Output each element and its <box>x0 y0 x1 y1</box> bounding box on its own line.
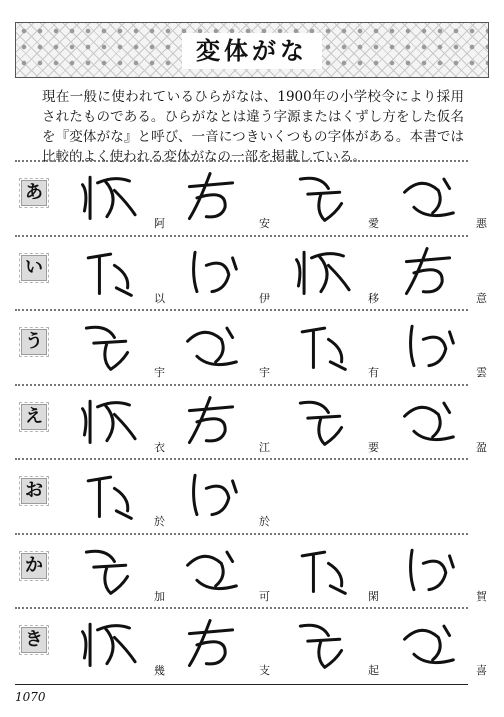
cursive-glyph-image <box>393 166 463 226</box>
variant-cell <box>385 311 493 383</box>
variant-cell <box>277 311 385 383</box>
variant-cell <box>277 162 385 234</box>
source-kanji-label: 阿 <box>154 217 165 230</box>
page-number: 1070 <box>15 690 46 704</box>
cursive-glyph-image <box>176 539 246 599</box>
variant-cell <box>168 609 276 681</box>
cursive-glyph-image <box>285 241 355 301</box>
page-title: 変体がな <box>182 33 322 69</box>
variant-cell <box>277 237 385 309</box>
cursive-glyph-image <box>176 464 246 524</box>
kana-row <box>15 235 487 309</box>
kana-label: か <box>21 553 47 579</box>
source-kanji-label: 衣 <box>154 440 165 454</box>
cursive-glyph-image <box>393 315 463 375</box>
source-kanji-label: 意 <box>476 291 487 305</box>
source-kanji-label: 喜 <box>476 664 487 677</box>
variant-cell <box>63 162 171 234</box>
cursive-glyph-image <box>176 315 246 375</box>
variant-cell <box>277 386 385 458</box>
source-kanji-label: 盈 <box>476 440 487 454</box>
cursive-glyph-image <box>285 539 355 599</box>
cursive-glyph-image <box>285 166 355 226</box>
cursive-glyph-image <box>176 166 246 226</box>
source-kanji-label: 以 <box>154 291 165 305</box>
variant-cell <box>168 535 276 607</box>
variant-cell <box>168 311 276 383</box>
source-kanji-label: 移 <box>368 291 379 305</box>
kana-row <box>15 309 487 383</box>
cursive-glyph-image <box>176 241 246 301</box>
kana-label: い <box>21 255 47 281</box>
source-kanji-label: 有 <box>368 366 379 379</box>
variant-cell <box>385 237 493 309</box>
variant-cell <box>63 535 171 607</box>
footer-rule <box>15 684 468 685</box>
kana-row <box>15 160 487 234</box>
cursive-glyph-image <box>71 315 141 375</box>
variant-cell <box>277 535 385 607</box>
variant-cell <box>168 386 276 458</box>
variant-cell <box>277 609 385 681</box>
variant-cell <box>168 460 276 532</box>
kana-label: う <box>21 329 47 355</box>
source-kanji-label: 悪 <box>476 217 487 230</box>
variant-cell <box>385 609 493 681</box>
kana-label: き <box>21 627 47 653</box>
cursive-glyph-image <box>285 613 355 673</box>
kana-label: え <box>21 404 47 430</box>
source-kanji-label: 宇 <box>259 366 270 379</box>
kana-row <box>15 384 487 458</box>
kana-label: お <box>21 478 47 504</box>
cursive-glyph-image <box>71 241 141 301</box>
source-kanji-label: 於 <box>259 515 270 528</box>
variant-cell <box>168 237 276 309</box>
variant-cell <box>63 460 171 532</box>
cursive-glyph-image <box>285 315 355 375</box>
variant-cell <box>385 162 493 234</box>
variant-cell <box>385 535 493 607</box>
source-kanji-label: 幾 <box>154 664 165 677</box>
cursive-glyph-image <box>393 539 463 599</box>
source-kanji-label: 加 <box>154 589 165 603</box>
kana-label: あ <box>21 180 47 206</box>
source-kanji-label: 支 <box>259 664 270 677</box>
source-kanji-label: 宇 <box>154 366 165 379</box>
cursive-glyph-image <box>393 241 463 301</box>
source-kanji-label: 可 <box>259 589 270 603</box>
cursive-glyph-image <box>176 390 246 450</box>
variant-cell <box>63 237 171 309</box>
title-banner <box>15 22 489 78</box>
source-kanji-label: 安 <box>259 217 270 230</box>
kana-row <box>15 607 487 681</box>
source-kanji-label: 雲 <box>476 366 487 379</box>
cursive-glyph-image <box>71 390 141 450</box>
hentaigana-table <box>15 160 487 682</box>
intro-paragraph: 現在一般に使われているひらがなは、1900年の小学校令により採用されたものである。ひらがなとは違う字源またはくずし方をした仮名を『変体がな』と呼び、一音につきいくつもの字体がある。本書では比較的よく使われる変体がなの一部を掲載している。 <box>42 89 464 165</box>
cursive-glyph-image <box>71 166 141 226</box>
source-kanji-label: 起 <box>368 664 379 677</box>
source-kanji-label: 於 <box>154 515 165 528</box>
cursive-glyph-image <box>285 390 355 450</box>
cursive-glyph-image <box>393 390 463 450</box>
source-kanji-label: 賀 <box>476 589 487 603</box>
source-kanji-label: 要 <box>368 440 379 454</box>
source-kanji-label: 愛 <box>368 217 379 230</box>
kana-row <box>15 533 487 607</box>
variant-cell <box>63 311 171 383</box>
cursive-glyph-image <box>176 613 246 673</box>
cursive-glyph-image <box>71 613 141 673</box>
source-kanji-label: 伊 <box>259 291 270 305</box>
cursive-glyph-image <box>71 464 141 524</box>
kana-row <box>15 458 468 532</box>
cursive-glyph-image <box>393 613 463 673</box>
source-kanji-label: 江 <box>259 440 270 454</box>
cursive-glyph-image <box>71 539 141 599</box>
variant-cell <box>385 386 493 458</box>
variant-cell <box>168 162 276 234</box>
variant-cell <box>63 386 171 458</box>
source-kanji-label: 閑 <box>368 589 379 603</box>
variant-cell <box>63 609 171 681</box>
